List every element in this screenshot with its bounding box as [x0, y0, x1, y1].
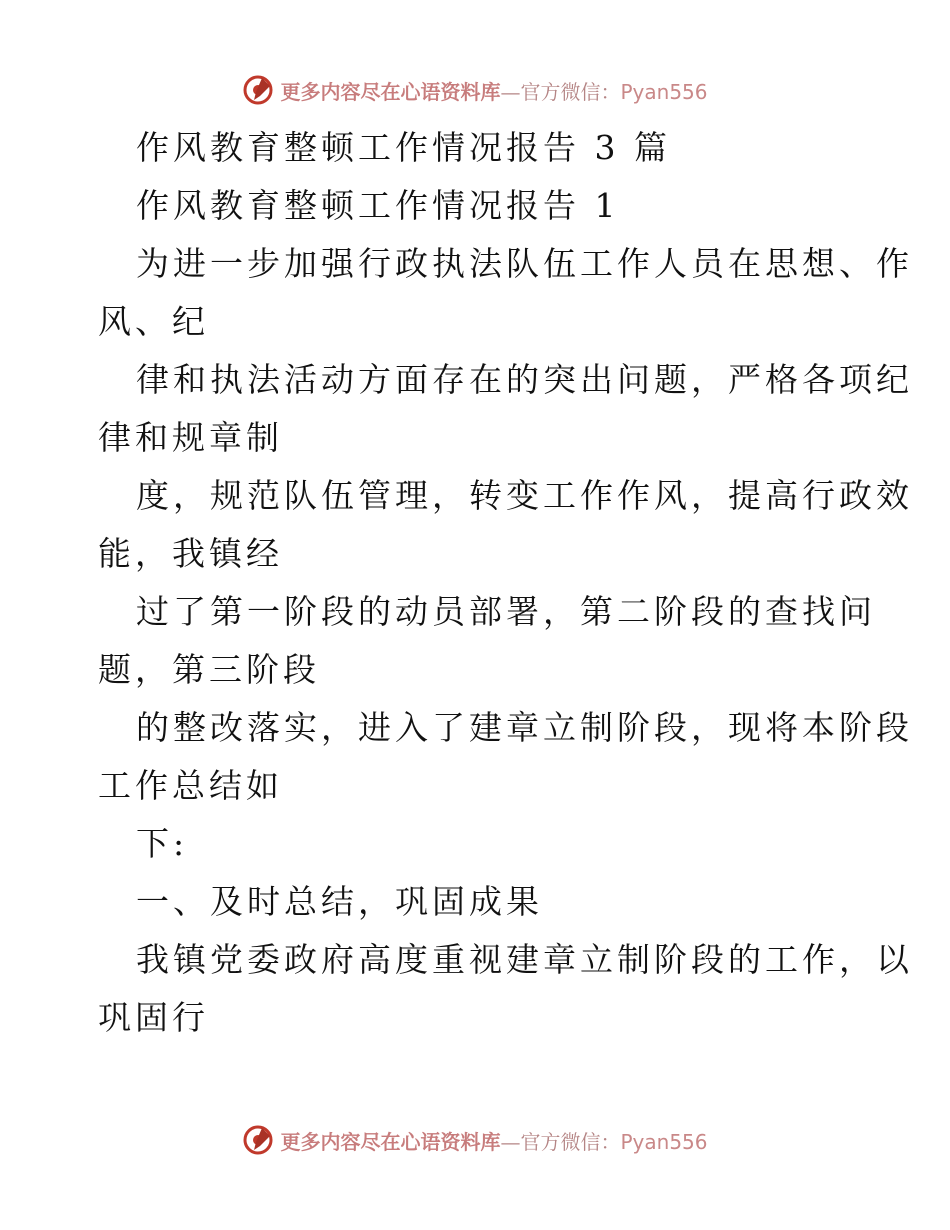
- paragraph-line: 风、纪: [98, 302, 209, 341]
- paragraph-line: 律和规章制: [98, 418, 283, 457]
- paragraph-line: 律和执法活动方面存在的突出问题，严格各项纪: [136, 360, 913, 399]
- watermark-text: 更多内容尽在心语资料库—官方微信：Pyan556: [280, 79, 708, 104]
- document-subtitle: 作风教育整顿工作情况报告 1: [136, 186, 620, 225]
- paragraph-line: 度，规范队伍管理，转变工作作风，提高行政效: [136, 476, 913, 515]
- paragraph-line: 能，我镇经: [98, 534, 283, 573]
- paragraph-line: 巩固行: [98, 998, 209, 1037]
- red-pen-logo-icon: [242, 74, 274, 106]
- section-heading: 一、及时总结，巩固成果: [136, 882, 543, 921]
- paragraph-line: 下:: [136, 824, 189, 863]
- paragraph-line: 工作总结如: [98, 766, 283, 805]
- header-watermark: [0, 70, 950, 110]
- document-title: 作风教育整顿工作情况报告 3 篇: [136, 128, 671, 167]
- footer-watermark: [0, 1120, 950, 1160]
- paragraph-line: 的整改落实，进入了建章立制阶段，现将本阶段: [136, 708, 913, 747]
- paragraph-line: 为进一步加强行政执法队伍工作人员在思想、作: [136, 244, 913, 283]
- paragraph-line: 我镇党委政府高度重视建章立制阶段的工作，以: [136, 940, 913, 979]
- watermark-text: 更多内容尽在心语资料库—官方微信：Pyan556: [280, 1129, 708, 1154]
- red-pen-logo-icon: [242, 1124, 274, 1156]
- paragraph-line: 题，第三阶段: [98, 650, 320, 689]
- paragraph-line: 过了第一阶段的动员部署，第二阶段的查找问: [136, 592, 876, 631]
